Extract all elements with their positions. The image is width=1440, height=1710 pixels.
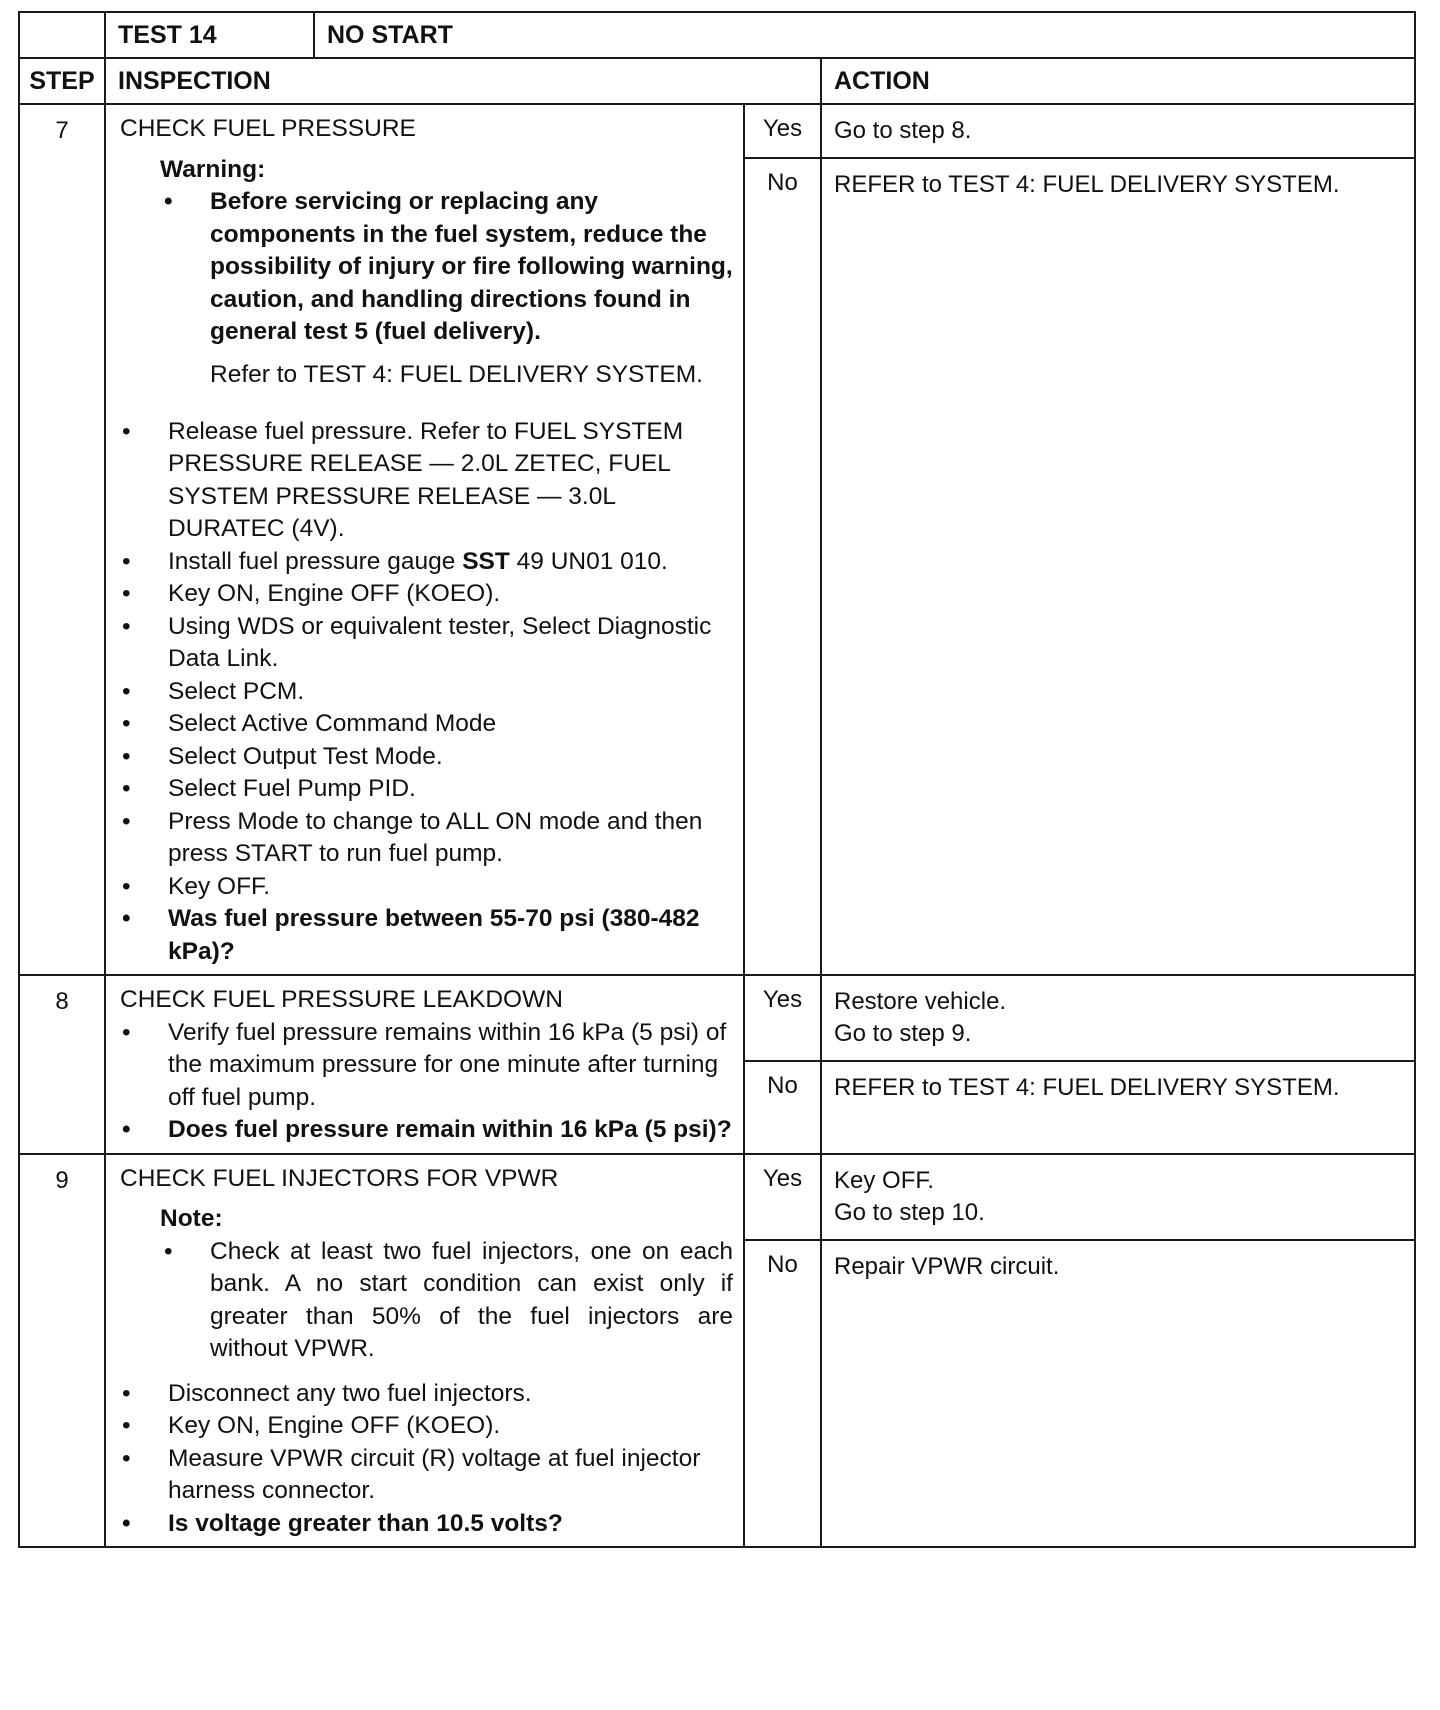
list-item: [120, 1378, 733, 1411]
list-item-text: Verify fuel pressure remains within 16 kPa (5 psi) of the maximum pressure for one minute after turning off fuel pump.: [168, 1018, 727, 1111]
bullet-icon: •: [122, 905, 131, 932]
action-line: Key OFF.: [834, 1166, 935, 1194]
no-action: REFER to TEST 4: FUEL DELIVERY SYSTEM.: [821, 158, 1415, 975]
list-item-text: Select Fuel Pump PID.: [168, 775, 416, 802]
column-header-row: [19, 58, 1415, 104]
bullet-icon: •: [122, 710, 131, 737]
yes-label: Yes: [744, 1154, 821, 1240]
yes-action: [821, 975, 1415, 1061]
list-item-text: Press Mode to change to ALL ON mode and then press START to run fuel pump.: [168, 807, 703, 867]
note-list: [120, 1236, 733, 1366]
bullet-icon: •: [122, 1509, 131, 1537]
bullet-icon: •: [122, 417, 131, 445]
bullet-icon: •: [122, 807, 131, 835]
tool-label: SST: [462, 547, 510, 575]
note-heading: Note:: [160, 1205, 223, 1232]
yes-action: [821, 1154, 1415, 1240]
no-label: No: [744, 1061, 821, 1154]
list-item: [120, 1410, 733, 1443]
bullet-icon: •: [122, 1379, 131, 1407]
step-8-row-yes: [19, 975, 1415, 1061]
bullet-icon: •: [122, 1412, 131, 1439]
step-8-inspection: [105, 975, 744, 1154]
bullet-icon: •: [164, 188, 173, 215]
step-number: 8: [19, 975, 105, 1154]
bullet-icon: •: [122, 1444, 131, 1472]
yes-label: Yes: [744, 975, 821, 1061]
step-number: 9: [19, 1154, 105, 1548]
list-item-text: Install fuel pressure gauge: [168, 547, 463, 575]
col-inspection: INSPECTION: [105, 58, 821, 104]
step-9-row-yes: [19, 1154, 1415, 1240]
action-line: Restore vehicle.: [834, 988, 1007, 1015]
list-item: [120, 741, 733, 774]
list-item: [120, 1443, 733, 1508]
bullet-icon: •: [122, 1018, 131, 1046]
list-item-question: [120, 903, 733, 968]
yes-label: Yes: [744, 104, 821, 158]
list-item: [120, 806, 733, 871]
bullet-icon: •: [122, 580, 131, 607]
procedure-list: [120, 1378, 733, 1541]
step-9-inspection: [105, 1154, 744, 1548]
header-corner: [19, 12, 105, 58]
action-line: Go to step 10.: [834, 1198, 985, 1226]
bullet-icon: •: [122, 547, 131, 575]
bullet-icon: •: [122, 775, 131, 802]
list-item-text: Key ON, Engine OFF (KOEO).: [168, 580, 501, 607]
no-label: No: [744, 158, 821, 975]
list-item-text: Key ON, Engine OFF (KOEO).: [168, 1412, 501, 1439]
note-item: [120, 1236, 733, 1366]
warning-heading: Warning:: [160, 155, 266, 183]
list-item-question: [120, 1508, 733, 1541]
list-item-text: Select PCM.: [168, 677, 305, 705]
procedure-list: [120, 416, 733, 969]
list-item: [120, 1017, 733, 1115]
test-label: TEST 14: [105, 12, 314, 58]
bullet-icon: •: [164, 1237, 173, 1265]
bullet-icon: •: [122, 1116, 131, 1143]
action-line: Go to step 9.: [834, 1020, 972, 1047]
list-item: [120, 611, 733, 676]
question-text: Was fuel pressure between 55-70 psi (380-482 kPa)?: [168, 905, 700, 965]
bullet-icon: •: [122, 872, 131, 900]
step-title: CHECK FUEL PRESSURE LEAKDOWN: [120, 986, 563, 1013]
list-item: [120, 416, 733, 546]
list-item: [120, 676, 733, 709]
warning-list: [120, 186, 733, 349]
bullet-icon: •: [122, 612, 131, 640]
step-title: CHECK FUEL PRESSURE: [120, 115, 416, 142]
list-item-text: Select Output Test Mode.: [168, 742, 443, 770]
list-item-text: Using WDS or equivalent tester, Select Diagnostic Data Link.: [168, 612, 712, 672]
note-text: Check at least two fuel injectors, one on each bank. A no start condition can exist only if greater than 50% of the fuel injectors are without VPWR.: [210, 1237, 733, 1362]
list-item: [120, 871, 733, 904]
list-item-text: Key OFF.: [168, 872, 271, 900]
list-item: [120, 773, 733, 806]
list-item-text: Measure VPWR circuit (R) voltage at fuel injector harness connector.: [168, 1444, 701, 1504]
list-item-question: [120, 1114, 733, 1147]
refer-text: Refer to TEST 4: FUEL DELIVERY SYSTEM.: [210, 360, 703, 388]
step-title: CHECK FUEL INJECTORS FOR VPWR: [120, 1164, 559, 1192]
yes-action: Go to step 8.: [821, 104, 1415, 158]
diagnostic-table: [18, 11, 1416, 1548]
list-item: [120, 546, 733, 579]
test-name: NO START: [314, 12, 1415, 58]
no-action: Repair VPWR circuit.: [821, 1240, 1415, 1548]
question-text: Does fuel pressure remain within 16 kPa (5 psi)?: [168, 1116, 732, 1143]
step-number: 7: [19, 104, 105, 975]
no-action: REFER to TEST 4: FUEL DELIVERY SYSTEM.: [821, 1061, 1415, 1154]
bullet-icon: •: [122, 677, 131, 705]
step-7-row-yes: [19, 104, 1415, 158]
warning-text: Before servicing or replacing any components in the fuel system, reduce the possibility of injury or fire following warning, caution, and handling directions found in general test 5 (fuel delivery).: [210, 188, 733, 345]
step-7-inspection: [105, 104, 744, 975]
list-item-text: Release fuel pressure. Refer to FUEL SYSTEM PRESSURE RELEASE — 2.0L ZETEC, FUEL SYSTEM PRESSURE RELEASE — 3.0L DURATEC (4V).: [168, 417, 684, 542]
col-action: ACTION: [821, 58, 1415, 104]
col-step: STEP: [19, 58, 105, 104]
list-item-text: Select Active Command Mode: [168, 710, 497, 737]
no-label: No: [744, 1240, 821, 1548]
question-text: Is voltage greater than 10.5 volts?: [168, 1509, 563, 1537]
warning-item: [120, 186, 733, 349]
list-item-text: Disconnect any two fuel injectors.: [168, 1379, 532, 1407]
tool-number: 49 UN01 010.: [509, 547, 668, 575]
procedure-list: [120, 1017, 733, 1147]
list-item: [120, 708, 733, 741]
test-header-row: [19, 12, 1415, 58]
list-item: [120, 578, 733, 611]
bullet-icon: •: [122, 742, 131, 770]
